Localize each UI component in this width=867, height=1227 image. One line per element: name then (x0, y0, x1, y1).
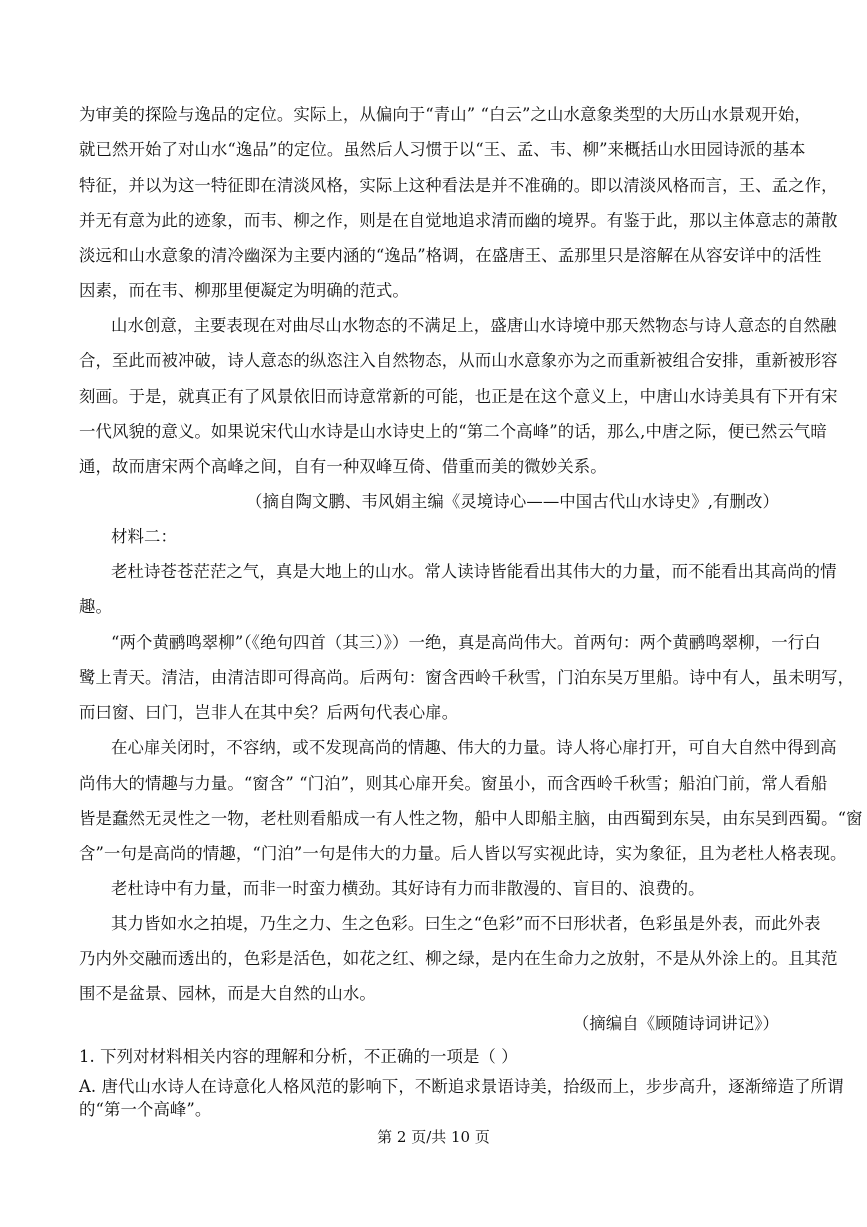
page-footer: 第 2 页/共 10 页 (377, 1128, 490, 1146)
p2-line-5: 通，故而唐宋两个高峰之间，自有一种双峰互倚、借重而美的微妙关系。 (79, 457, 607, 476)
p1-line-3: 特征，并以为这一特征即在清淡风格，实际上这种看法是并不准确的。即以清淡风格而言，王、孟之作， (79, 176, 838, 195)
p4-line-3: 而曰窗、曰门，岂非人在其中矣？后两句代表心扉。 (79, 703, 459, 722)
p5-line-3: 皆是蠢然无灵性之一物，老杜则看船成一有人性之物，船中人即船主脑，由西蜀到东吴，由东吴到西蜀。“窗 (79, 809, 863, 828)
p1-line-6: 因素，而在韦、柳那里便凝定为明确的范式。 (79, 281, 409, 300)
source-citation-2: （摘编自《顾随诗词讲记》） (572, 1014, 779, 1033)
p4-line-2: 鹭上青天。清洁，由清洁即可得高尚。后两句：窗含西岭千秋雪，门泊东吴万里船。诗中有人，虽未明写， (79, 668, 855, 687)
p2-line-1: 山水创意，主要表现在对曲尽山水物态的不满足上，盛唐山水诗境中那天然物态与诗人意态的自然融 (111, 316, 837, 335)
p1-line-2: 就已然开始了对山水“逸品”的定位。虽然后人习惯于以“王、孟、韦、柳”来概括山水田园诗派的基本 (79, 140, 806, 159)
p5-line-4: 含”一句是高尚的情趣，“门泊”一句是伟大的力量。后人皆以写实视此诗，实为象征，且为老杜人格表现。 (79, 844, 847, 863)
p1-line-5: 淡远和山水意象的清冷幽深为主要内涵的“逸品”格调，在盛唐王、孟那里只是溶解在从容安详中的活性 (79, 246, 822, 265)
p1-line-4: 并无有意为此的迹象，而韦、柳之作，则是在自觉地追求清而幽的境界。有鉴于此，那以主体意志的萧散 (79, 211, 838, 230)
p5-line-2: 尚伟大的情趣与力量。“窗含” “门泊”，则其心扉开矣。窗虽小，而含西岭千秋雪；船泊门前，常人看船 (79, 774, 828, 793)
p2-line-2: 合，至此而被冲破，诗人意态的纵恣注入自然物态，从而山水意象亦为之而重新被组合安排，重新被形容 (79, 351, 838, 370)
material-two-heading: 材料二： (111, 527, 177, 546)
p4-line-1: “两个黄鹂鸣翠柳”（《绝句四首（其三）》）一绝，真是高尚伟大。首两句：两个黄鹂鸣翠柳，一行白 (111, 633, 821, 652)
p3-line-1: 老杜诗苍苍茫茫之气，真是大地上的山水。常人读诗皆能看出其伟大的力量，而不能看出其高尚的情 (111, 562, 837, 581)
source-citation-1: （摘自陶文鹏、韦风娟主编《灵境诗心——中国古代山水诗史》,有删改） (245, 492, 779, 511)
p2-line-4: 一代风貌的意义。如果说宋代山水诗是山水诗史上的“第二个高峰”的话，那么,中唐之际，便已然云气暗 (79, 422, 827, 441)
question-1-stem: 1. 下列对材料相关内容的理解和分析，不正确的一项是（ ） (79, 1047, 518, 1066)
p2-line-3: 刻画。于是，就真正有了风景依旧而诗意常新的可能，也正是在这个意义上，中唐山水诗美具有下开有宋 (79, 387, 838, 406)
p7-line-2: 乃内外交融而透出的，色彩是活色，如花之红、柳之绿，是内在生命力之放射，不是从外涂上的。且其范 (79, 949, 838, 968)
p5-line-1: 在心扉关闭时，不容纳，或不发现高尚的情趣、伟大的力量。诗人将心扉打开，可自大自然中得到高 (111, 738, 837, 757)
p7-line-3: 围不是盆景、园林，而是大自然的山水。 (79, 984, 376, 1003)
p7-line-1: 其力皆如水之拍堤，乃生之力、生之色彩。曰生之“色彩”而不曰形状者，色彩虽是外表，而此外表 (111, 914, 821, 933)
option-a-line-1: A. 唐代山水诗人在诗意化人格风范的影响下，不断追求景语诗美，拾级而上，步步高升，逐渐缔造了所谓 (79, 1077, 844, 1096)
p6-line-1: 老杜诗中有力量，而非一时蛮力横劲。其好诗有力而非散漫的、盲目的、浪费的。 (111, 879, 705, 898)
p1-line-1: 为审美的探险与逸品的定位。实际上，从偏向于“青山” “白云”之山水意象类型的大历山水景观开始， (79, 105, 811, 124)
p3-line-2: 趣。 (79, 597, 112, 616)
option-a-line-2: 的“第一个高峰”。 (79, 1100, 212, 1119)
